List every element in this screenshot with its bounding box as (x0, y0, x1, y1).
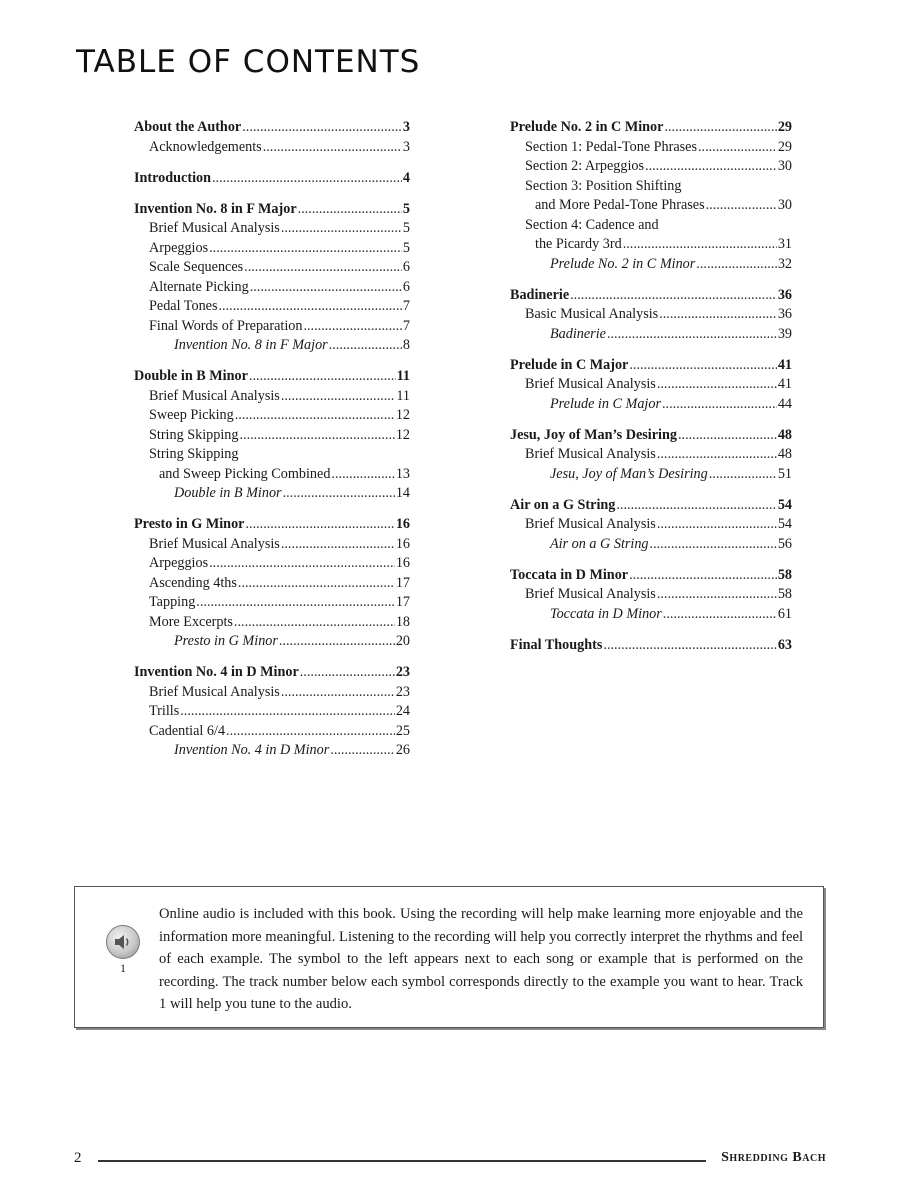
page-number: 2 (74, 1150, 82, 1166)
toc-entry-title: Prelude No. 2 in C Minor (550, 255, 696, 272)
toc-entry (510, 465, 792, 485)
dot-leader (281, 535, 395, 555)
toc-page-number: 16 (395, 516, 410, 532)
toc-entry (510, 177, 792, 197)
toc-entry (134, 554, 410, 574)
toc-page-number: 63 (777, 636, 792, 653)
dot-leader (245, 515, 394, 535)
dot-leader (570, 286, 777, 306)
dot-leader (657, 375, 777, 395)
toc-entry (134, 239, 410, 259)
toc-entry-title: Toccata in D Minor (550, 605, 662, 622)
toc-entry-title: and Sweep Picking Combined (159, 465, 331, 482)
toc-entry-title: More Excerpts (149, 613, 233, 630)
toc-section (510, 426, 792, 485)
toc-page-number: 12 (395, 407, 410, 423)
toc-section-heading (134, 118, 410, 138)
toc-entry-title: Jesu, Joy of Man’s Desiring (550, 465, 708, 482)
toc-entry (134, 683, 410, 703)
toc-page-number: 58 (777, 586, 792, 602)
dot-leader (235, 406, 395, 426)
toc-entry-title: Brief Musical Analysis (149, 535, 280, 552)
dot-leader (663, 605, 777, 625)
toc-entry-title: Badinerie (550, 325, 606, 342)
dot-leader (234, 613, 395, 633)
toc-section-heading (510, 496, 792, 516)
toc-entry-title: Prelude No. 2 in C Minor (510, 119, 664, 135)
dot-leader (281, 219, 402, 239)
toc-entry-title: the Picardy 3rd (535, 236, 622, 252)
toc-entry (134, 317, 410, 337)
dot-leader (209, 554, 395, 574)
toc-entry (510, 157, 792, 177)
toc-section-heading (510, 566, 792, 586)
dot-leader (180, 702, 395, 722)
toc-page-number: 16 (395, 555, 410, 571)
toc-page-number: 17 (395, 594, 410, 610)
toc-page-number: 44 (777, 395, 792, 412)
toc-entry (510, 196, 792, 216)
toc-page-number: 11 (396, 368, 410, 384)
toc-section (510, 636, 792, 656)
dot-leader (645, 157, 777, 177)
toc-page-number: 58 (777, 566, 792, 583)
toc-entry-title: Prelude in C Major (510, 356, 629, 373)
toc-page-number: 54 (777, 496, 792, 513)
toc-entry (134, 484, 410, 504)
toc-entry (510, 515, 792, 535)
toc-section-heading (134, 663, 410, 683)
dot-leader (242, 118, 402, 138)
dot-leader (329, 336, 402, 356)
toc-entry-title: Double in B Minor (134, 368, 248, 384)
toc-entry (510, 138, 792, 158)
toc-entry (510, 235, 792, 255)
toc-entry (134, 219, 410, 239)
toc-section-heading (134, 169, 410, 189)
toc-entry-title: Badinerie (510, 286, 570, 303)
toc-page-number: 51 (777, 465, 792, 482)
audio-cd-speaker-icon (106, 925, 140, 959)
toc-page-number: 39 (777, 325, 792, 342)
toc-page-number: 6 (402, 278, 410, 295)
dot-leader (623, 235, 777, 255)
toc-entry (510, 375, 792, 395)
toc-entry-title: and More Pedal-Tone Phrases (535, 197, 705, 213)
toc-entry-title: Brief Musical Analysis (525, 446, 656, 462)
page-footer (74, 1147, 826, 1171)
toc-entry-title: Alternate Picking (149, 278, 249, 295)
toc-entry-title: Air on a G String (550, 535, 649, 552)
running-title: Shredding Bach (721, 1150, 826, 1165)
toc-page-number: 7 (402, 298, 410, 314)
dot-leader (244, 258, 402, 278)
toc-section-heading (510, 426, 792, 446)
toc-section (510, 286, 792, 345)
toc-entry-title: Section 4: Cadence and (525, 216, 659, 233)
toc-entry-title: About the Author (134, 119, 242, 135)
toc-entry-title: Trills (149, 703, 180, 719)
toc-entry-title: Prelude in C Major (550, 395, 661, 412)
toc-entry (510, 255, 792, 275)
toc-entry (134, 702, 410, 722)
toc-section (510, 356, 792, 415)
dot-leader (196, 593, 395, 613)
toc-page-number: 24 (395, 703, 410, 719)
toc-entry-title: Presto in G Minor (174, 633, 278, 649)
toc-section (510, 566, 792, 625)
toc-entry-title: Section 3: Position Shifting (525, 177, 682, 194)
toc-section (134, 663, 410, 761)
toc-right-column (510, 118, 792, 667)
toc-entry (134, 613, 410, 633)
toc-entry (510, 585, 792, 605)
dot-leader (331, 465, 394, 485)
toc-entry-title: String Skipping (149, 426, 239, 443)
toc-entry-title: Brief Musical Analysis (525, 586, 656, 602)
dot-leader (650, 535, 777, 555)
toc-section-heading (510, 286, 792, 306)
toc-section-heading (510, 636, 792, 656)
toc-entry-title: Scale Sequences (149, 259, 244, 275)
toc-page-number: 16 (395, 535, 410, 552)
toc-section-heading (134, 200, 410, 220)
toc-entry (510, 395, 792, 415)
toc-entry (134, 406, 410, 426)
toc-page-number: 20 (395, 633, 410, 649)
dot-leader (238, 574, 395, 594)
toc-entry-title: Toccata in D Minor (510, 566, 629, 583)
dot-leader (696, 255, 777, 275)
toc-entry (134, 336, 410, 356)
dot-leader (219, 297, 402, 317)
audio-description: Online audio is included with this book. Using the recording will help make learning more enjoyable and the information more meaningful. Listening to the recording will help you correctly interpret the rhythms and feel of each example. The symbol to the left appears next to each song or example that is performed on the recording. The track number below each symbol corresponds directly to the example you want to hear. Track 1 will help you tune to the audio. (159, 906, 803, 1012)
toc-page-number: 36 (777, 306, 792, 322)
toc-entry-title: Sweep Picking (149, 407, 234, 423)
toc-page-number: 31 (777, 236, 792, 252)
dot-leader (659, 305, 777, 325)
toc-entry-title: Brief Musical Analysis (149, 220, 280, 236)
toc-page-number: 12 (395, 426, 410, 443)
toc-entry-title: Presto in G Minor (134, 516, 245, 532)
toc-entry-title: Pedal Tones (149, 298, 218, 314)
dot-leader (616, 496, 776, 516)
toc-section (134, 118, 410, 157)
toc-entry-title: Final Words of Preparation (149, 317, 303, 334)
toc-entry (134, 722, 410, 742)
dot-leader (607, 325, 777, 345)
toc-section (510, 118, 792, 274)
toc-entry-title: Invention No. 8 in F Major (174, 337, 328, 353)
toc-entry (510, 325, 792, 345)
toc-entry (510, 216, 792, 236)
toc-page-number: 32 (777, 255, 792, 272)
toc-entry-title: Invention No. 4 in D Minor (174, 742, 330, 758)
toc-entry-title: Tapping (149, 594, 196, 610)
toc-page-number: 41 (777, 376, 792, 392)
toc-entry-title: Brief Musical Analysis (149, 387, 280, 404)
speaker-icon (114, 934, 132, 950)
toc-page-number: 5 (402, 200, 410, 217)
dot-leader (226, 722, 395, 742)
toc-page-number: 13 (395, 465, 410, 482)
toc-entry (134, 535, 410, 555)
toc-entry (134, 387, 410, 407)
toc-entry-title: Acknowledgements (149, 138, 262, 155)
toc-page-number: 25 (395, 722, 410, 739)
toc-entry-title: Brief Musical Analysis (525, 376, 656, 392)
toc-section (134, 367, 410, 504)
dot-leader (209, 239, 402, 259)
dot-leader (629, 566, 777, 586)
toc-entry-title: Final Thoughts (510, 636, 603, 653)
dot-leader (678, 426, 777, 446)
toc-entry (134, 138, 410, 158)
toc-entry-title: Invention No. 4 in D Minor (134, 664, 299, 680)
toc-entry (134, 278, 410, 298)
dot-leader (300, 663, 395, 683)
toc-entry (510, 605, 792, 625)
dot-leader (212, 169, 402, 189)
toc-entry-title: Jesu, Joy of Man’s Desiring (510, 426, 677, 443)
page-title: TABLE OF CONTENTS (76, 44, 421, 80)
toc-page-number: 26 (395, 742, 410, 758)
dot-leader (263, 138, 402, 158)
audio-info-box (74, 886, 824, 1028)
dot-leader (657, 515, 777, 535)
toc-entry-title: Cadential 6/4 (149, 722, 226, 739)
toc-entry-title: Air on a G String (510, 496, 616, 513)
toc-page-number: 23 (395, 664, 410, 680)
audio-track-number: 1 (120, 961, 126, 975)
dot-leader (603, 636, 776, 656)
dot-leader (629, 356, 776, 376)
toc-page-number: 11 (396, 387, 410, 404)
toc-page-number: 29 (777, 119, 792, 135)
dot-leader (279, 632, 395, 652)
dot-leader (281, 387, 396, 407)
toc-page-number: 8 (402, 337, 410, 353)
toc-entry (134, 297, 410, 317)
toc-page-number: 56 (777, 535, 792, 552)
toc-page-number: 23 (395, 683, 410, 700)
toc-page-number: 17 (395, 574, 410, 591)
toc-page-number: 48 (777, 426, 792, 443)
toc-entry (510, 535, 792, 555)
dot-leader (249, 367, 396, 387)
toc-page-number: 7 (402, 317, 410, 334)
toc-entry-title: Basic Musical Analysis (525, 306, 659, 322)
toc-section-heading (510, 356, 792, 376)
toc-section-heading (134, 515, 410, 535)
toc-entry-title: Introduction (134, 169, 211, 186)
toc-page-number: 30 (777, 197, 792, 213)
toc-entry (510, 445, 792, 465)
toc-page-number: 41 (777, 356, 792, 373)
dot-leader (303, 317, 401, 337)
dot-leader (709, 465, 777, 485)
toc-page-number: 4 (402, 169, 410, 186)
toc-left-column (134, 118, 410, 772)
toc-entry-title: Section 2: Arpeggios (525, 158, 645, 174)
footer-rule (98, 1160, 706, 1162)
toc-entry (510, 305, 792, 325)
toc-entry (134, 632, 410, 652)
dot-leader (657, 585, 777, 605)
toc-page-number: 30 (777, 158, 792, 174)
toc-section-heading (134, 367, 410, 387)
dot-leader (657, 445, 777, 465)
toc-section (134, 200, 410, 356)
toc-entry (134, 574, 410, 594)
dot-leader (250, 278, 402, 298)
toc-section (510, 496, 792, 555)
dot-leader (330, 741, 395, 761)
toc-page-number: 14 (395, 485, 410, 501)
toc-page-number: 5 (402, 220, 410, 236)
toc-entry (134, 593, 410, 613)
toc-entry (134, 741, 410, 761)
toc-page-number: 29 (777, 138, 792, 155)
dot-leader (662, 395, 777, 415)
dot-leader (283, 484, 395, 504)
toc-entry-title: Arpeggios (149, 555, 209, 571)
toc-section-heading (510, 118, 792, 138)
dot-leader (298, 200, 402, 220)
toc-section (134, 169, 410, 189)
toc-entry-title: Ascending 4ths (149, 574, 237, 591)
toc-entry-title: Double in B Minor (174, 485, 282, 501)
toc-page-number: 3 (402, 138, 410, 155)
toc-entry (134, 426, 410, 446)
dot-leader (664, 118, 776, 138)
toc-page-number: 48 (777, 446, 792, 462)
audio-track-marker (105, 925, 141, 976)
dot-leader (281, 683, 395, 703)
toc-entry-title: Arpeggios (149, 239, 209, 256)
toc-page-number: 6 (402, 259, 410, 275)
toc-entry-title: Invention No. 8 in F Major (134, 200, 297, 217)
toc-page-number: 61 (777, 605, 792, 622)
toc-entry-title: String Skipping (149, 446, 239, 462)
toc-entry (134, 258, 410, 278)
toc-page-number: 36 (777, 286, 792, 303)
toc-page-number: 3 (402, 119, 410, 135)
dot-leader (706, 196, 777, 216)
toc-entry-title: Brief Musical Analysis (525, 516, 656, 532)
dot-leader (239, 426, 394, 446)
toc-entry (134, 445, 410, 465)
toc-entry-title: Section 1: Pedal-Tone Phrases (525, 138, 697, 155)
toc-page-number: 18 (395, 613, 410, 630)
toc-entry-title: Brief Musical Analysis (149, 683, 280, 700)
toc-entry (134, 465, 410, 485)
toc-page-number: 5 (402, 239, 410, 256)
dot-leader (698, 138, 777, 158)
toc-section (134, 515, 410, 652)
toc-page-number: 54 (777, 516, 792, 532)
